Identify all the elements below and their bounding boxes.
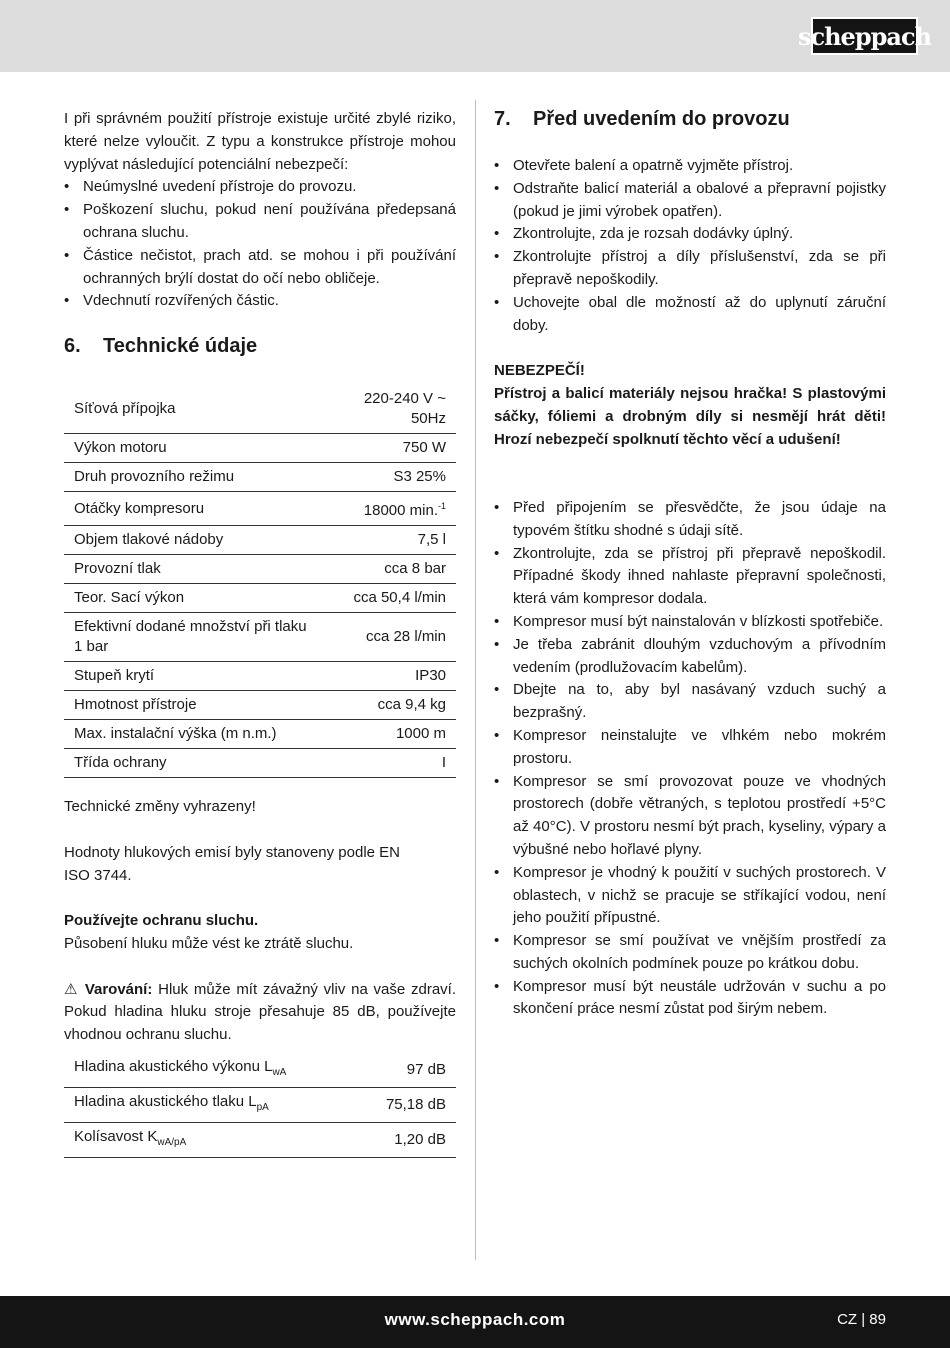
installation-item: • Kompresor se smí provozovat pouze ve vhodných prostorech (dobře větraných, s teplotou prostředí +5°C až 40°C). V prostoru nesmí být prach, kyseliny, výpary a výbušné nebo hořlavé plyny. bbox=[494, 771, 886, 862]
section-number: 7. bbox=[494, 108, 511, 130]
spec-value: cca 28 l/min bbox=[343, 613, 456, 662]
page-footer bbox=[0, 1296, 950, 1348]
website-link[interactable]: www.scheppach.com bbox=[384, 1310, 566, 1329]
installation-item: • Je třeba zabránit dlouhým vzduchovým a přívodním vedením (prodlužovacím kabelům). bbox=[494, 634, 886, 680]
table-row bbox=[64, 385, 456, 434]
noise-label: Hladina akustického tlaku L bbox=[74, 1092, 257, 1110]
unpack-item: • Uchovejte obal dle možností až do uplynutí záruční doby. bbox=[494, 292, 886, 338]
unpack-item: • Odstraňte balicí materiál a obalové a přepravní pojistky (pokud je jimi výrobek opatřen). bbox=[494, 178, 886, 224]
noise-value: 75,18 dB bbox=[356, 1087, 456, 1122]
spec-value: I bbox=[343, 749, 456, 778]
spec-label: Druh provozního režimu bbox=[64, 463, 343, 492]
noise-emission-text: Hodnoty hlukových emisí byly stanoveny podle EN ISO 3744. bbox=[64, 843, 401, 884]
scheppach-logo: scheppach bbox=[811, 17, 918, 55]
section-title: Technické údaje bbox=[103, 335, 258, 358]
right-column bbox=[494, 108, 886, 1021]
installation-item: • Kompresor se smí používat ve vnějším prostředí za suchých okolních podmínek pouze po krátkou dobu. bbox=[494, 930, 886, 976]
table-row bbox=[64, 720, 456, 749]
table-row bbox=[64, 1122, 456, 1157]
table-row bbox=[64, 434, 456, 463]
risk-item: • Částice nečistot, prach atd. se mohou i při používání ochranných brýlí dostat do očí nebo obličeje. bbox=[64, 245, 456, 291]
danger-title: NEBEZPEČÍ! bbox=[494, 362, 585, 380]
spec-label: Otáčky kompresoru bbox=[64, 492, 343, 526]
spec-value: cca 50,4 l/min bbox=[343, 584, 456, 613]
spec-value-cell bbox=[343, 492, 456, 526]
risk-item: • Vdechnutí rozvířených částic. bbox=[64, 290, 456, 313]
noise-values-table bbox=[64, 1053, 456, 1158]
spec-label: Objem tlakové nádoby bbox=[64, 526, 343, 555]
installation-item: • Kompresor neinstalujte ve vlhkém nebo mokrém prostoru. bbox=[494, 725, 886, 771]
spec-label: Efektivní dodané množství při tlaku 1 bar bbox=[64, 613, 343, 662]
spec-label: Výkon motoru bbox=[64, 434, 343, 463]
spec-value: 750 W bbox=[343, 434, 456, 463]
table-row bbox=[64, 1053, 456, 1088]
spec-value: cca 9,4 kg bbox=[343, 691, 456, 720]
table-row bbox=[64, 463, 456, 492]
tech-specs-table bbox=[64, 385, 456, 778]
hearing-protection-title: Používejte ochranu sluchu. bbox=[64, 912, 259, 930]
installation-item: • Kompresor musí být nainstalován v blízkosti spotřebiče. bbox=[494, 611, 886, 634]
unpack-item: • Otevřete balení a opatrně vyjměte přístroj. bbox=[494, 155, 886, 178]
section-6-heading bbox=[64, 335, 456, 358]
table-row bbox=[64, 613, 456, 662]
spec-label: Provozní tlak bbox=[64, 555, 343, 584]
installation-item: • Zkontrolujte, zda se přístroj při přepravě nepoškodil. Případné škody ihned nahlaste přepravní společnosti, která vám kompresor dodala. bbox=[494, 543, 886, 611]
table-row bbox=[64, 749, 456, 778]
risk-list bbox=[64, 176, 456, 313]
installation-item: • Kompresor musí být neustále udržován v suchu a po skončení práce nesmí zůstat pod širým nebem. bbox=[494, 976, 886, 1022]
spec-value: 18000 min. bbox=[363, 502, 438, 520]
spec-value: S3 25% bbox=[343, 463, 456, 492]
intro-paragraph: I při správném použití přístroje existuje určité zbylé riziko, které nelze vyloučit. Z typu a konstrukce přístroje mohou vyplývat následující potenciální nebezpečí: bbox=[64, 110, 456, 173]
table-row bbox=[64, 1087, 456, 1122]
noise-subscript: wA bbox=[272, 1066, 287, 1078]
table-row bbox=[64, 691, 456, 720]
installation-item: • Dbejte na to, aby byl nasávaný vzduch suchý a bezprašný. bbox=[494, 679, 886, 725]
page-number: CZ | 89 bbox=[837, 1311, 886, 1328]
table-row bbox=[64, 584, 456, 613]
left-column bbox=[64, 108, 456, 1158]
spec-label: Třída ochrany bbox=[64, 749, 343, 778]
spec-value: cca 8 bar bbox=[343, 555, 456, 584]
noise-label: Hladina akustického výkonu L bbox=[74, 1057, 273, 1075]
risk-item: • Poškození sluchu, pokud není používána předepsaná ochrana sluchu. bbox=[64, 199, 456, 245]
warning-label: Varování: bbox=[84, 980, 153, 998]
spec-value: IP30 bbox=[343, 662, 456, 691]
table-row bbox=[64, 555, 456, 584]
risk-item: • Neúmyslné uvedení přístroje do provozu. bbox=[64, 176, 456, 199]
installation-item: • Kompresor je vhodný k použití v suchých prostorech. V oblastech, v nichž se pracuje se stříkající vodou, není jeho použití přípustné. bbox=[494, 862, 886, 930]
column-divider bbox=[475, 100, 476, 1260]
tech-changes-note: Technické změny vyhrazeny! bbox=[64, 798, 256, 816]
hearing-protection-text: Působení hluku může vést ke ztrátě sluchu. bbox=[64, 934, 354, 952]
spec-value: 1000 m bbox=[343, 720, 456, 749]
spec-label: Hmotnost přístroje bbox=[64, 691, 343, 720]
section-number: 6. bbox=[64, 335, 81, 358]
table-row bbox=[64, 492, 456, 526]
spec-value: 220-240 V ~ 50Hz bbox=[343, 385, 456, 434]
spec-label: Síťová přípojka bbox=[64, 385, 343, 434]
noise-label-cell bbox=[64, 1122, 356, 1157]
noise-value: 1,20 dB bbox=[356, 1122, 456, 1157]
warning-text: Hluk může mít závažný vliv na vaše zdraví. Pokud hladina hluku stroje přesahuje 85 dB, používejte vhodnou ochranu sluchu. bbox=[64, 980, 457, 1044]
danger-text: Přístroj a balicí materiály nejsou hračka! S plastovými sáčky, fóliemi a drobným díly si nesmějí hrát děti! Hrozí nebezpečí spolknutí těchto věcí a udušení! bbox=[494, 384, 886, 448]
noise-label-cell bbox=[64, 1053, 356, 1088]
spec-label: Max. instalační výška (m n.m.) bbox=[64, 720, 343, 749]
spec-label: Teor. Sací výkon bbox=[64, 584, 343, 613]
section-7-heading bbox=[494, 108, 886, 131]
table-row bbox=[64, 526, 456, 555]
unpack-list bbox=[494, 155, 886, 337]
section-title: Před uvedením do provozu bbox=[533, 108, 790, 130]
unpack-item: • Zkontrolujte, zda je rozsah dodávky úplný. bbox=[494, 223, 886, 246]
unpack-item: • Zkontrolujte přístroj a díly příslušenství, zda se při přepravě nepoškodily. bbox=[494, 246, 886, 292]
noise-value: 97 dB bbox=[356, 1053, 456, 1088]
noise-label-cell bbox=[64, 1087, 356, 1122]
warning-triangle-icon: ⚠ bbox=[64, 980, 80, 998]
spec-value: 7,5 l bbox=[343, 526, 456, 555]
installation-item: • Před připojením se přesvědčte, že jsou údaje na typovém štítku shodné s údaji sítě. bbox=[494, 497, 886, 543]
spec-label: Stupeň krytí bbox=[64, 662, 343, 691]
noise-subscript: pA bbox=[256, 1101, 269, 1113]
installation-list bbox=[494, 497, 886, 1021]
unit-superscript: -1 bbox=[437, 501, 446, 512]
table-row bbox=[64, 662, 456, 691]
noise-subscript: wA/pA bbox=[157, 1136, 187, 1148]
warning-paragraph bbox=[64, 979, 456, 1047]
noise-label: Kolísavost K bbox=[74, 1127, 158, 1145]
